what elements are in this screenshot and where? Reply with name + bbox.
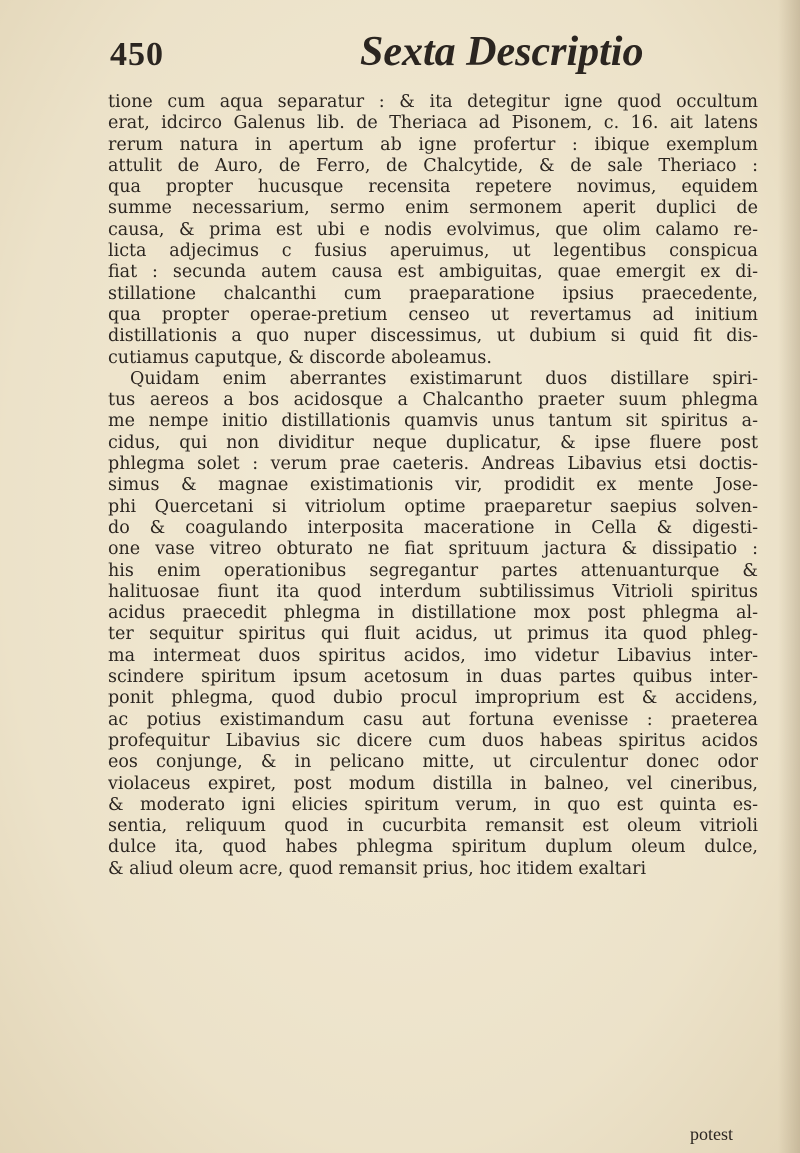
text-line: ponit phlegma, quod dubio procul improprium est & accidens, (108, 688, 758, 709)
text-line: eos conjunge, & in pelicano mitte, ut circulentur donec odor (108, 752, 758, 773)
text-line: ter sequitur spiritus qui fluit acidus, ut primus ita quod phleg- (108, 624, 758, 645)
text-line: me nempe initio distillationis quamvis unus tantum sit spiritus a- (108, 411, 758, 432)
text-line: scindere spiritum ipsum acetosum in duas partes quibus inter- (108, 667, 758, 688)
catchword: potest (690, 1124, 733, 1144)
text-line: erat, idcirco Galenus lib. de Theriaca ad Pisonem, c. 16. ait latens (108, 113, 758, 134)
text-line: causa, & prima est ubi e nodis evolvimus, que olim calamo re- (108, 219, 758, 240)
text-line: do & coagulando interposita maceratione in Cella & digesti- (108, 517, 758, 538)
page-number: 450 (110, 36, 164, 73)
text-line: licta adjecimus c fusius aperuimus, ut legentibus conspicua (108, 241, 758, 262)
text-line: fiat : secunda autem causa est ambiguitas, quae emergit ex di- (108, 262, 758, 283)
text-line: acidus praecedit phlegma in distillatione mox post phlegma al- (108, 603, 758, 624)
text-line: cutiamus caputque, & discorde aboleamus. (108, 347, 492, 368)
text-line: violaceus expiret, post modum distilla in balneo, vel cineribus, (108, 773, 758, 794)
text-line: halituosae fiunt ita quod interdum subtilissimus Vitrioli spiritus (108, 581, 758, 602)
text-line: profequitur Libavius sic dicere cum duos habeas spiritus acidos (108, 730, 758, 751)
page-header (0, 28, 800, 88)
text-line: tus aereos a bos acidosque a Chalcantho praeter suum phlegma (108, 390, 758, 411)
page-edge-shadow (778, 0, 800, 1153)
text-line: rerum natura in apertum ab igne profertur : ibique exemplum (108, 134, 758, 155)
text-line: attulit de Auro, de Ferro, de Chalcytide, & de sale Theriaco : (108, 155, 758, 176)
text-line: qua propter hucusque recensita repetere novimus, equidem (108, 177, 758, 198)
text-line: dulce ita, quod habes phlegma spiritum duplum oleum dulce, (108, 837, 758, 858)
text-line: cidus, qui non dividitur neque duplicatur, & ipse fluere post (108, 432, 758, 453)
running-title: Sexta Descriptio (360, 29, 644, 75)
text-line: simus & magnae existimationis vir, prodidit ex mente Jose- (108, 475, 758, 496)
text-line: ac potius existimandum casu aut fortuna evenisse : praeterea (108, 709, 758, 730)
text-line: stillatione chalcanthi cum praeparatione ipsius praecedente, (108, 283, 758, 304)
text-line: & aliud oleum acre, quod remansit prius, hoc itidem exaltari (108, 858, 647, 879)
text-line: phlegma solet : verum prae caeteris. Andreas Libavius etsi doctis- (108, 454, 758, 475)
text-line: qua propter operae-pretium censeo ut revertamus ad initium (108, 304, 758, 325)
text-line: ma intermeat duos spiritus acidos, imo videtur Libavius inter- (108, 645, 758, 666)
text-line: one vase vitreo obturato ne fiat sprituum jactura & dissipatio : (108, 539, 758, 560)
text-line: his enim operationibus segregantur partes attenuanturque & (108, 560, 758, 581)
text-line: summe necessarium, sermo enim sermonem aperit duplici de (108, 198, 758, 219)
text-line: & moderato igni elicies spiritum verum, in quo est quinta es- (108, 794, 758, 815)
text-line: tione cum aqua separatur : & ita detegitur igne quod occultum (108, 92, 758, 112)
text-line: Quidam enim aberrantes existimarunt duos distillare spiri- (130, 368, 758, 389)
text-line: sentia, reliquum quod in cucurbita remansit est oleum vitrioli (108, 816, 758, 837)
text-line: phi Quercetani si vitriolum optime praeparetur saepius solven- (108, 496, 758, 517)
text-line: distillationis a quo nuper discessimus, ut dubium si quid fit dis- (108, 326, 758, 347)
body-text (108, 92, 758, 880)
